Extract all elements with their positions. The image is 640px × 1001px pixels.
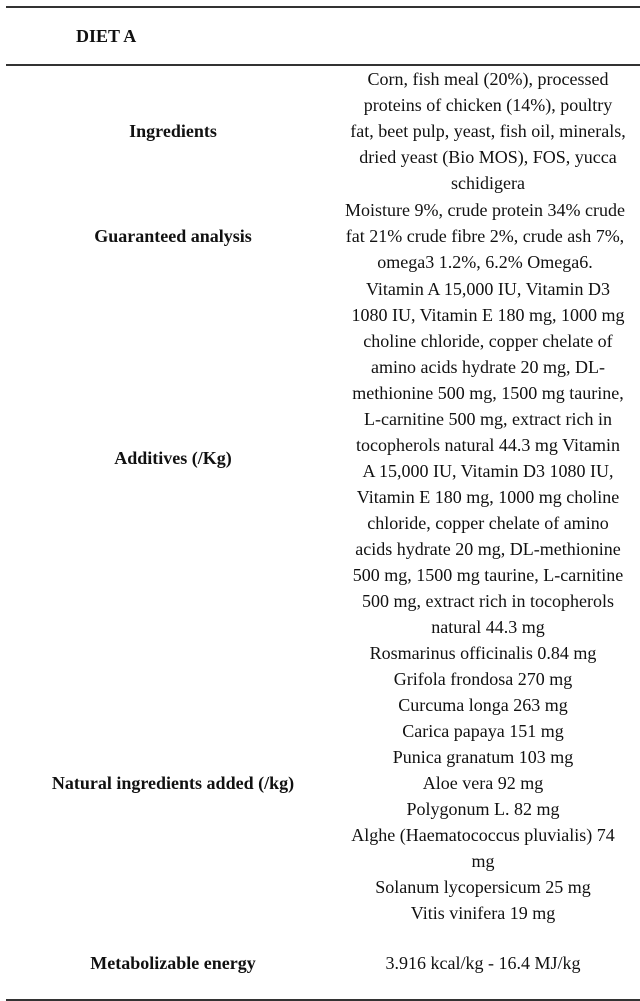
table-row <box>6 926 640 1000</box>
row-label-metabolizable-energy: Metabolizable energy <box>6 926 340 1000</box>
natural-ingredient-item: Alghe (Haematococcus pluvialis) 74 mg <box>351 825 615 871</box>
row-value-ingredients: Corn, fish meal (20%), processed proteins of chicken (14%), poultry fat, beet pulp, yeast, fish oil, minerals, dried yeast (Bio MOS), FOS, yucca schidigera <box>350 69 626 193</box>
natural-ingredient-item: Solanum lycopersicum 25 mg <box>375 877 591 897</box>
natural-ingredient-item: Polygonum L. 82 mg <box>406 799 560 819</box>
row-label-additives: Additives (/Kg) <box>114 448 232 468</box>
table-header-row <box>6 7 640 65</box>
table-row <box>6 276 640 640</box>
natural-ingredient-item: Punica granatum 103 mg <box>392 747 574 767</box>
natural-ingredient-item: Curcuma longa 263 mg <box>398 695 568 715</box>
row-value-natural-ingredients <box>340 640 640 926</box>
row-label-ingredients: Ingredients <box>129 121 217 141</box>
natural-ingredient-item: Rosmarinus officinalis 0.84 mg <box>369 643 597 663</box>
natural-ingredient-item: Carica papaya 151 mg <box>402 721 564 741</box>
row-label-natural-ingredients: Natural ingredients added (/kg) <box>51 773 295 793</box>
table-row <box>6 196 640 276</box>
row-label-guaranteed-analysis: Guaranteed analysis <box>94 226 252 246</box>
row-value-guaranteed-analysis: Moisture 9%, crude protein 34% crude fat 21% crude fibre 2%, crude ash 7%, omega3 1.2%, 6.2% Omega6. <box>345 200 625 272</box>
natural-ingredient-item: Vitis vinifera 19 mg <box>410 903 556 923</box>
diet-table <box>6 6 640 1001</box>
natural-ingredient-item: Aloe vera 92 mg <box>422 773 544 793</box>
natural-ingredient-item: Grifola frondosa 270 mg <box>393 669 573 689</box>
row-value-additives: Vitamin A 15,000 IU, Vitamin D3 1080 IU, Vitamin E 180 mg, 1000 mg choline chloride, copper chelate of amino acids hydrate 20 mg, DL-methionine 500 mg, 1500 mg taurine, L-carnitine 500 mg, extract rich in tocopherols natural 44.3 mg Vitamin A 15,000 IU, Vitamin D3 1080 IU, Vitamin E 180 mg, 1000 mg choline chloride, copper chelate of amino acids hydrate 20 mg, DL-methionine 500 mg, 1500 mg taurine, L-carnitine 500 mg, extract rich in tocopherols natural 44.3 mg <box>351 279 625 637</box>
row-value-metabolizable-energy: 3.916 kcal/kg - 16.4 MJ/kg <box>340 926 640 1000</box>
table-title: DIET A <box>6 7 640 65</box>
table-row <box>6 640 640 926</box>
table-row <box>6 65 640 196</box>
